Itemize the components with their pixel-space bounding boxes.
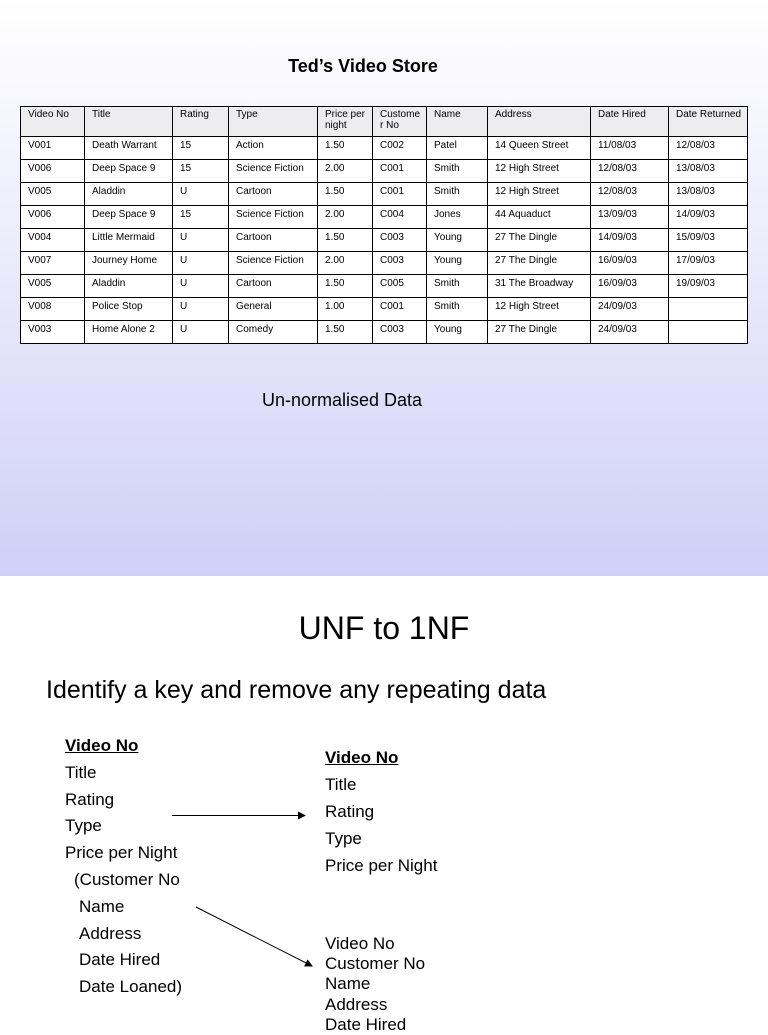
table-cell: Smith (427, 183, 488, 206)
table-row (21, 275, 748, 298)
column-header: Date Hired (591, 107, 669, 137)
table-row (21, 206, 748, 229)
table-cell: Jones (427, 206, 488, 229)
table-cell: 2.00 (318, 206, 373, 229)
table-row (21, 298, 748, 321)
table-row (21, 229, 748, 252)
video-store-table (20, 106, 748, 344)
table-cell: C003 (373, 252, 427, 275)
table-cell: 12 High Street (488, 183, 591, 206)
slide-unf-to-1nf (0, 576, 768, 1034)
table-cell: 27 The Dingle (488, 252, 591, 275)
table-cell: 1.50 (318, 321, 373, 344)
table-cell: 12 High Street (488, 160, 591, 183)
table-cell: V003 (21, 321, 85, 344)
list-item: (Customer No (74, 869, 180, 889)
table-cell: V004 (21, 229, 85, 252)
table-cell: C003 (373, 321, 427, 344)
table-cell: 14 Queen Street (488, 137, 591, 160)
list-item: Title (325, 775, 357, 794)
table-cell: 15 (173, 137, 229, 160)
table-cell: Comedy (229, 321, 318, 344)
table-cell: 1.50 (318, 275, 373, 298)
table-cell: V001 (21, 137, 85, 160)
list-item: Price per Night (65, 843, 178, 863)
table-cell: Young (427, 229, 488, 252)
primary-key-label: Video No (65, 736, 139, 755)
table-row (21, 137, 748, 160)
table-cell: V007 (21, 252, 85, 275)
table-cell: 15 (173, 160, 229, 183)
table-cell: 1.50 (318, 183, 373, 206)
table-cell: 27 The Dingle (488, 321, 591, 344)
table-cell: 13/09/03 (591, 206, 669, 229)
table-cell: 13/08/03 (669, 160, 748, 183)
table-cell: 15 (173, 206, 229, 229)
table-cell: V005 (21, 183, 85, 206)
column-header: Date Returned (669, 107, 748, 137)
table-row (21, 160, 748, 183)
table-cell: 1.00 (318, 298, 373, 321)
table-cell: C001 (373, 298, 427, 321)
table-cell: V008 (21, 298, 85, 321)
table-cell: Smith (427, 275, 488, 298)
list-item: Date Hired (325, 1014, 407, 1034)
table-cell: 11/08/03 (591, 137, 669, 160)
primary-key-label: Video No (325, 748, 399, 767)
table-cell: V006 (21, 160, 85, 183)
table-cell: 17/09/03 (669, 252, 748, 275)
table-cell: 19/09/03 (669, 275, 748, 298)
table-cell: 14/09/03 (669, 206, 748, 229)
column-header: Type (229, 107, 318, 137)
table-cell: Deep Space 9 (85, 206, 173, 229)
table-cell: Science Fiction (229, 252, 318, 275)
table-row (21, 252, 748, 275)
table-body (21, 137, 748, 344)
list-item: Customer No (325, 954, 426, 974)
table-cell: Smith (427, 160, 488, 183)
table-row (21, 183, 748, 206)
table-cell: 1.50 (318, 229, 373, 252)
column-header: Name (427, 107, 488, 137)
table-cell: C002 (373, 137, 427, 160)
table-cell: General (229, 298, 318, 321)
table-cell: 44 Aquaduct (488, 206, 591, 229)
table-cell: Journey Home (85, 252, 173, 275)
table-cell: Action (229, 137, 318, 160)
list-item: Rating (325, 802, 375, 821)
table-cell: 16/09/03 (591, 252, 669, 275)
table-cell: Science Fiction (229, 206, 318, 229)
table-cell: Young (427, 321, 488, 344)
table-row (21, 321, 748, 344)
list-item: Type (325, 829, 362, 848)
table-cell: Aladdin (85, 183, 173, 206)
list-item: Name (79, 896, 125, 916)
table-cell: Little Mermaid (85, 229, 173, 252)
table-cell: C004 (373, 206, 427, 229)
column-header: Custome r No (373, 107, 427, 137)
table-cell: U (173, 183, 229, 206)
table-cell: 12/08/03 (591, 160, 669, 183)
table-cell: 14/09/03 (591, 229, 669, 252)
table-cell: U (173, 321, 229, 344)
table-cell: Patel (427, 137, 488, 160)
table-cell: C003 (373, 229, 427, 252)
table-cell: 24/09/03 (591, 321, 669, 344)
column-header: Price per night (318, 107, 373, 137)
table-cell: 24/09/03 (591, 298, 669, 321)
table-cell: V005 (21, 275, 85, 298)
table-cell: Young (427, 252, 488, 275)
table-cell: 1.50 (318, 137, 373, 160)
table-cell: Police Stop (85, 298, 173, 321)
table-cell: 16/09/03 (591, 275, 669, 298)
column-header: Address (488, 107, 591, 137)
table-cell: Smith (427, 298, 488, 321)
table-cell: Aladdin (85, 275, 173, 298)
list-item: Address (79, 923, 142, 943)
column-header: Rating (173, 107, 229, 137)
table-cell: Cartoon (229, 183, 318, 206)
slide-subtitle: Identify a key and remove any repeating data (46, 676, 547, 704)
table-cell (669, 321, 748, 344)
list-item: Date Loaned) (79, 977, 183, 997)
table-cell: U (173, 298, 229, 321)
list-item: Title (65, 762, 97, 782)
table-cell: U (173, 252, 229, 275)
table-cell: 12/08/03 (669, 137, 748, 160)
table-cell: U (173, 229, 229, 252)
column-header: Video No (21, 107, 85, 137)
table-cell: Deep Space 9 (85, 160, 173, 183)
table-cell: 2.00 (318, 160, 373, 183)
table-cell: C005 (373, 275, 427, 298)
list-item: Video No (325, 934, 395, 953)
table-cell: Cartoon (229, 229, 318, 252)
list-item: Type (65, 816, 102, 836)
table-cell: 15/09/03 (669, 229, 748, 252)
table-cell: 31 The Broadway (488, 275, 591, 298)
table-cell: C001 (373, 183, 427, 206)
table-cell: C001 (373, 160, 427, 183)
list-item: Rating (65, 789, 115, 809)
list-item: Address (325, 994, 388, 1014)
table-cell (669, 298, 748, 321)
table-caption: Un-normalised Data (262, 390, 423, 410)
column-header: Title (85, 107, 173, 137)
table-cell: Science Fiction (229, 160, 318, 183)
slide-title: UNF to 1NF (298, 610, 470, 646)
table-cell: V006 (21, 206, 85, 229)
table-cell: 27 The Dingle (488, 229, 591, 252)
table-cell: 12/08/03 (591, 183, 669, 206)
table-cell: 2.00 (318, 252, 373, 275)
table-cell: U (173, 275, 229, 298)
slide-title: Ted’s Video Store (288, 56, 438, 76)
arrow-to-rental-table (196, 907, 312, 966)
table-cell: Home Alone 2 (85, 321, 173, 344)
arrows-diagram (0, 576, 768, 1024)
table-cell: Cartoon (229, 275, 318, 298)
list-item: Date Hired (79, 950, 161, 970)
list-item: Price per Night (325, 856, 438, 875)
table-cell: Death Warrant (85, 137, 173, 160)
table-cell: 13/08/03 (669, 183, 748, 206)
list-item: Name (325, 974, 371, 994)
table-header-row (21, 107, 748, 137)
table-cell: 12 High Street (488, 298, 591, 321)
